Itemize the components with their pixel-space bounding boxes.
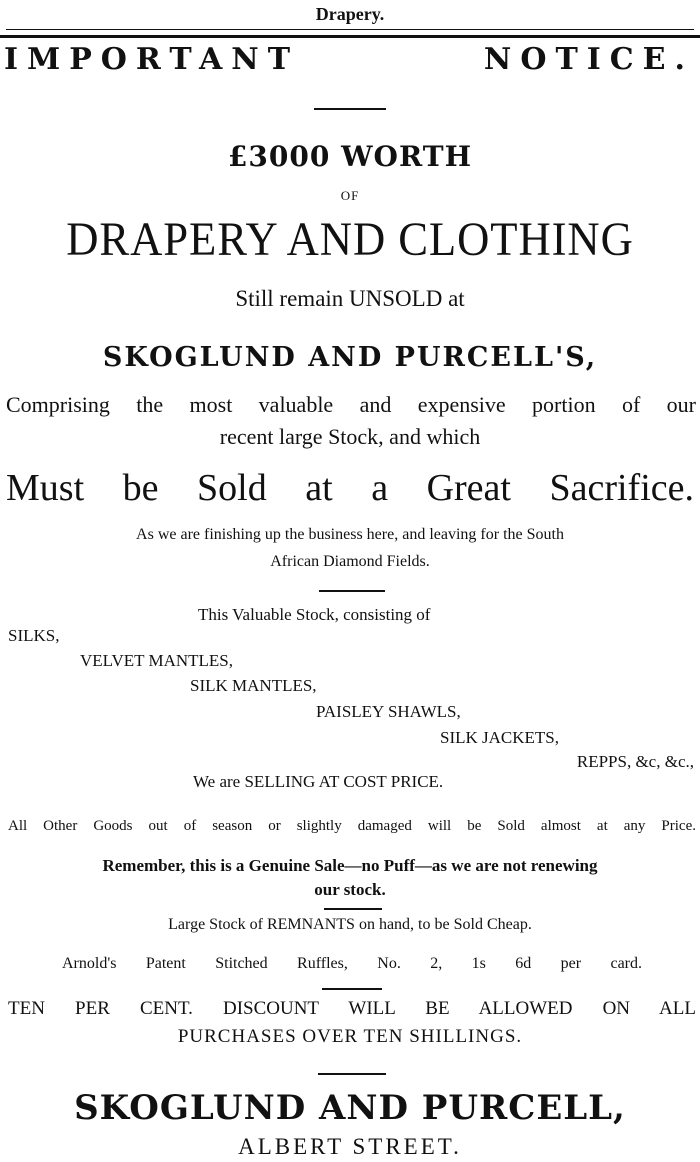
stock-item: PAISLEY SHAWLS, (316, 702, 461, 721)
top-rule-thin (6, 29, 694, 30)
stock-intro: This Valuable Stock, consisting of (198, 605, 431, 624)
stock-item: SILKS, (8, 626, 60, 645)
firm-name: SKOGLUND AND PURCELL'S, (102, 342, 598, 373)
discount-line-2: PURCHASES OVER TEN SHILLINGS. (177, 1026, 523, 1047)
signature-name: SKOGLUND AND PURCELL, (74, 1088, 626, 1128)
comprising-line-2: recent large Stock, and which (219, 424, 481, 449)
stock-item: REPPS, &c, &c., (576, 752, 694, 771)
genuine-line-1: Remember, this is a Genuine Sale—no Puff—as we are not renewing (102, 856, 598, 875)
top-rule-thick (0, 35, 700, 38)
signature-address: ALBERT STREET. (238, 1134, 462, 1159)
reason-line-1: As we are finishing up the business here, and leaving for the South (136, 526, 564, 543)
section-heading: Drapery. (315, 4, 385, 24)
comprising-line-1: Comprising the most valuable and expensive portion of our (6, 392, 696, 417)
cost-price-line: We are SELLING AT COST PRICE. (193, 772, 444, 791)
stock-item: SILK MANTLES, (190, 676, 317, 695)
worth-line: £3000 WORTH (227, 140, 473, 173)
stock-item: VELVET MANTLES, (80, 651, 233, 670)
stock-item: SILK JACKETS, (440, 728, 560, 747)
ruffles-line: Arnold's Patent Stitched Ruffles, No. 2, 1s 6d per card. (62, 955, 642, 972)
divider (314, 108, 386, 110)
divider (324, 908, 382, 910)
notice-heading-left: IMPORTANT (4, 42, 300, 77)
discount-line-1: TEN PER CENT. DISCOUNT WILL BE ALLOWED ON ALL (8, 998, 696, 1019)
reason-line-2: African Diamond Fields. (270, 553, 430, 570)
remnants-line: Large Stock of REMNANTS on hand, to be Sold Cheap. (168, 916, 532, 933)
of-line: OF (340, 188, 360, 203)
divider (319, 590, 385, 592)
unsold-line: Still remain UNSOLD at (235, 286, 465, 311)
divider (318, 1073, 386, 1075)
headline: DRAPERY AND CLOTHING (66, 213, 634, 266)
notice-heading-right: NOTICE. (483, 42, 694, 77)
other-goods-line: All Other Goods out of season or slightly damaged will be Sold almost at any Price. (8, 818, 696, 834)
sacrifice-line: Must be Sold at a Great Sacrifice. (6, 467, 694, 509)
divider (322, 988, 382, 990)
genuine-line-2: our stock. (314, 880, 386, 899)
